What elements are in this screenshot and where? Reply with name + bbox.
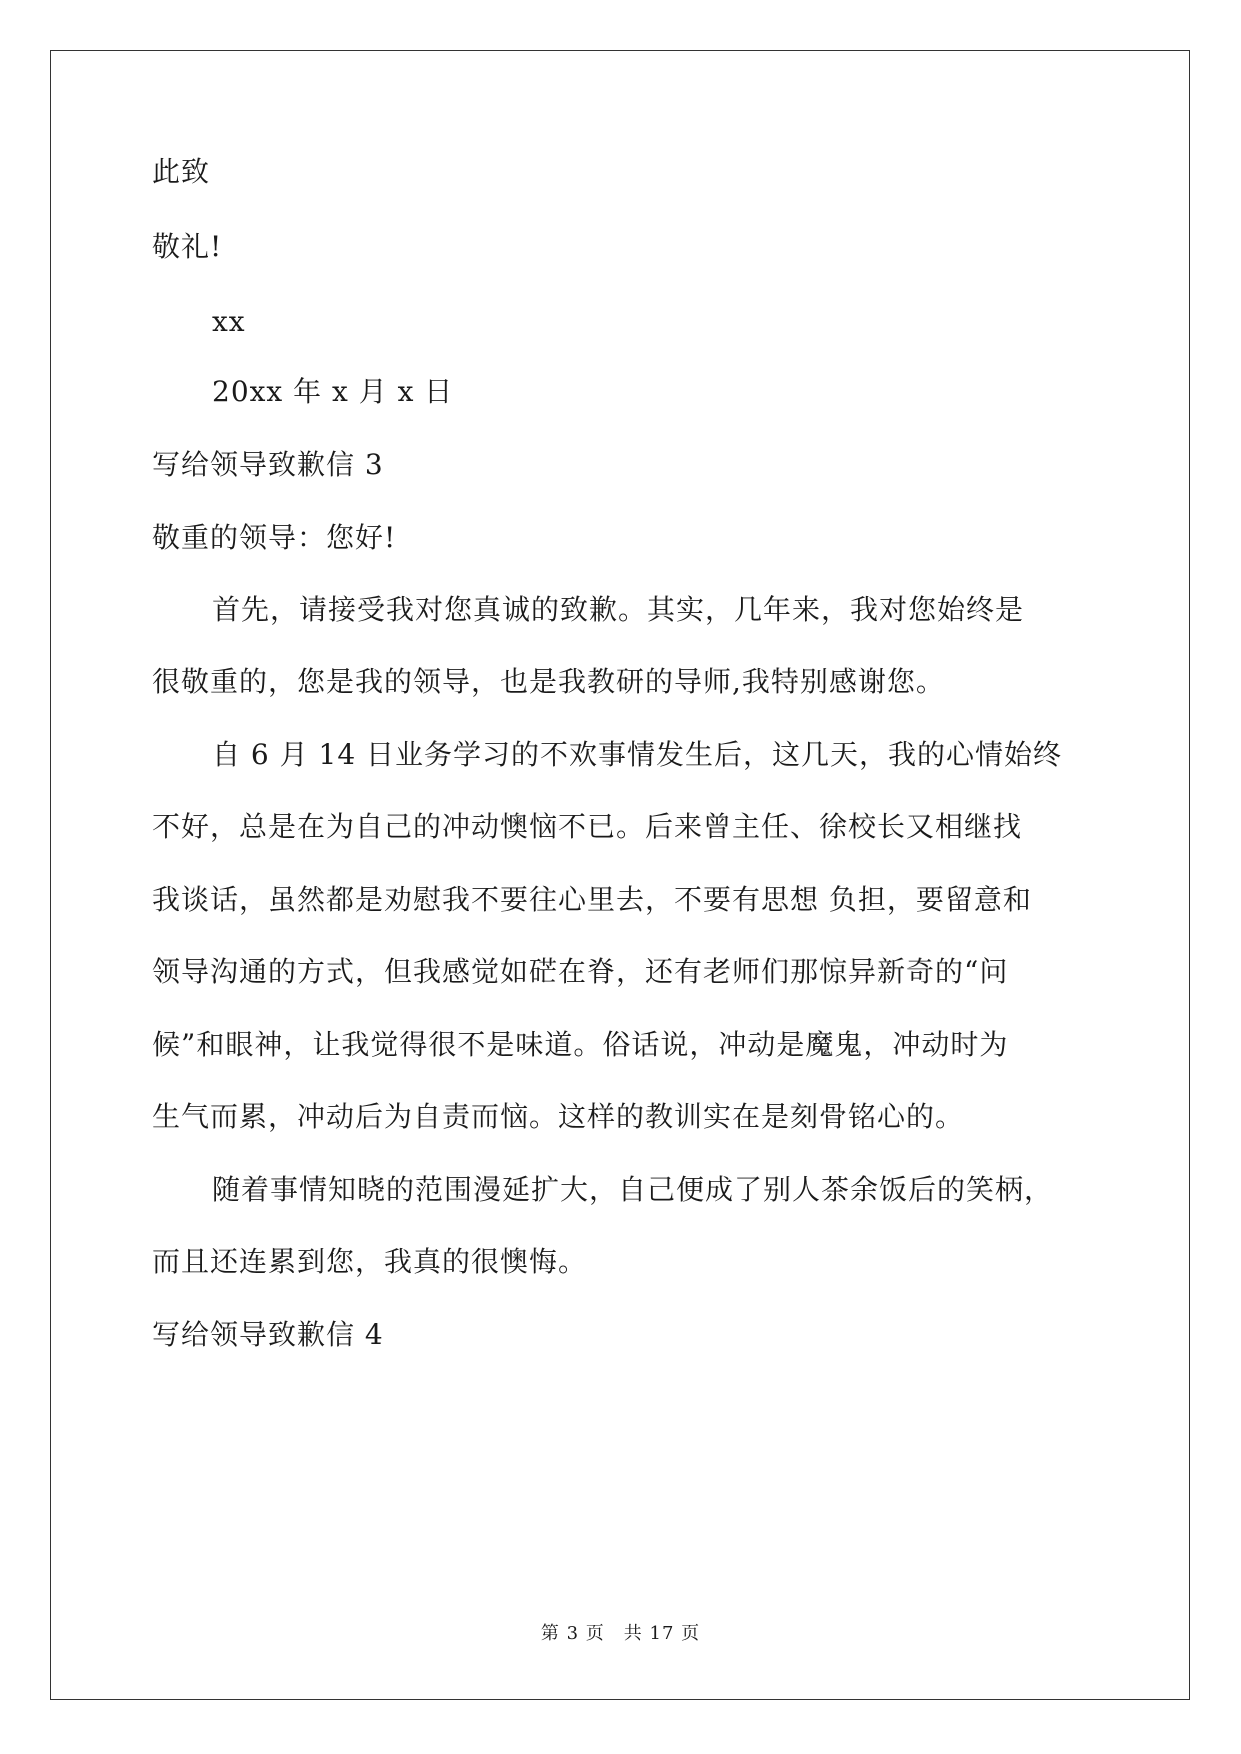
letter3-greeting: 敬重的领导：您好!	[152, 521, 397, 554]
paragraph-line: 候”和眼神，让我觉得很不是味道。俗话说，冲动是魔鬼，冲动时为	[152, 1028, 1009, 1061]
paragraph-line: 自 6 月 14 日业务学习的不欢事情发生后，这几天，我的心情始终	[212, 738, 1063, 771]
closing-salutation: 此致	[152, 155, 211, 188]
closing-regards: 敬礼!	[152, 230, 223, 263]
paragraph-line: 生气而累，冲动后为自责而恼。这样的教训实在是刻骨铭心的。	[152, 1100, 965, 1133]
page-number-footer: 第 3 页 共 17 页	[540, 1623, 701, 1644]
paragraph-line: 而且还连累到您，我真的很懊悔。	[152, 1245, 588, 1278]
letter4-title: 写给领导致歉信 4	[152, 1318, 384, 1351]
paragraph-line: 随着事情知晓的范围漫延扩大，自己便成了别人茶余饭后的笑柄，	[212, 1173, 1054, 1206]
signature: xx	[212, 305, 246, 338]
paragraph-line: 领导沟通的方式，但我感觉如硭在脊，还有老师们那惊异新奇的“问	[152, 955, 1009, 988]
letter-date: 20xx 年 x 月 x 日	[212, 375, 454, 408]
paragraph-line: 很敬重的，您是我的领导，也是我教研的导师,我特别感谢您。	[152, 665, 945, 698]
paragraph-line: 不好，总是在为自己的冲动懊恼不已。后来曾主任、徐校长又相继找	[152, 810, 1023, 843]
paragraph-line: 我谈话，虽然都是劝慰我不要往心里去，不要有思想 负担，要留意和	[152, 883, 1032, 916]
page-border	[50, 50, 1190, 1700]
paragraph-line: 首先，请接受我对您真诚的致歉。其实，几年来，我对您始终是	[212, 593, 1025, 626]
letter3-title: 写给领导致歉信 3	[152, 448, 384, 481]
